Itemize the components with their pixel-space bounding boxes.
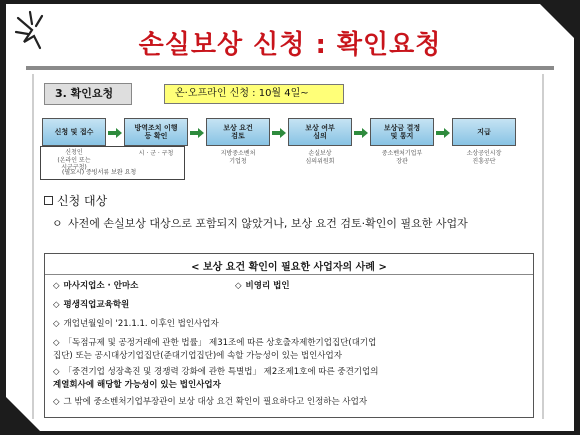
target-description-text: 사전에 손실보상 대상으로 포함되지 않았거나, 보상 요건 검토·확인이 필요한 사업자: [68, 217, 468, 230]
case-box: [44, 253, 534, 418]
case-item: [53, 366, 529, 392]
case-item: [53, 299, 129, 312]
case-box-title: < 보상 요건 확인이 필요한 사업자의 사례 >: [191, 262, 387, 273]
flow-step-verify: 방역조치 이행 등 확인: [124, 118, 188, 146]
flow-step-apply: 신청 및 접수: [42, 118, 106, 146]
section-heading: 3. 확인요청: [44, 83, 132, 105]
diamond-bullet: ◇: [53, 397, 60, 407]
flow-step-decision: 보상금 결정 및 통지: [370, 118, 434, 146]
flow-step-actor: 지방중소벤처 기업청: [220, 150, 256, 165]
diamond-bullet: ◇: [53, 281, 60, 291]
case-item-text: 마사지업소 · 안마소: [63, 281, 139, 291]
slide: [6, 4, 574, 431]
diamond-bullet: ◇: [53, 300, 60, 310]
flow-step-review: 보상 요건 검토: [206, 118, 270, 146]
case-item: [53, 280, 138, 293]
case-item-text: 계열회사에 해당할 가능성이 있는 법인사업자: [53, 380, 221, 390]
target-label-text: 신청 대상: [57, 194, 108, 208]
case-item-text: 집단) 또는 공시대상기업집단(준대기업집단)에 속할 가능성이 있는 법인사업자: [53, 351, 342, 361]
flow-step-actor: 손실보상 심의위원회: [305, 150, 335, 165]
arrow-right-icon: [354, 128, 368, 138]
application-period: 온·오프라인 신청 : 10월 4일~: [164, 84, 344, 104]
case-item-text: 개업년월일이 '21.1.1. 이후인 법인사업자: [63, 319, 219, 329]
flow-step-actor: 소상공인시장 진흥공단: [466, 150, 502, 165]
diamond-bullet: ◇: [235, 281, 242, 291]
flow-step-actor: 신청인 (온라인 또는 시군구청): [57, 149, 91, 171]
case-item: [53, 396, 529, 409]
diamond-bullet: ◇: [53, 319, 60, 329]
case-item-text: 그 밖에 중소벤처기업부장관이 보상 대상 요건 확인이 필요하다고 인정하는 사업자: [63, 397, 368, 407]
checkbox-square-icon: [44, 196, 53, 205]
document-panel: [32, 74, 544, 419]
diamond-bullet: ◇: [53, 367, 60, 377]
target-description: [52, 214, 508, 233]
arrow-right-icon: [272, 128, 286, 138]
case-item-text: 「중견기업 성장촉진 및 경쟁력 강화에 관한 특별법」 제2조제1호에 따른 중견기업의: [63, 367, 379, 377]
flow-step-actor: 시 · 군 · 구청: [138, 150, 174, 157]
arrow-right-icon: [190, 128, 204, 138]
case-item: [53, 318, 219, 331]
arrow-right-icon: [436, 128, 450, 138]
flow-step-actor: 중소벤처기업부 장관: [381, 150, 423, 165]
divider: [45, 274, 533, 275]
case-item-text: 평생직업교육학원: [63, 300, 130, 310]
diamond-bullet: ◇: [53, 338, 60, 348]
title-divider: [26, 66, 554, 70]
flow-step-payment: 지급: [452, 118, 516, 146]
case-item: [53, 337, 529, 363]
case-item-text: 비영리 법인: [245, 281, 290, 291]
case-item: [235, 280, 290, 293]
bullet-marker: ㅇ: [52, 217, 63, 230]
case-item-text: 「독점규제 및 공정거래에 관한 법률」 제31조에 따른 상호출자제한기업집단(대기업: [63, 338, 377, 348]
flow-note: (필요시) 증빙서류 보완 요청: [62, 169, 137, 176]
page-title: 손실보상 신청 : 확인요청: [138, 30, 442, 60]
target-heading: [44, 192, 107, 209]
arrow-right-icon: [108, 128, 122, 138]
flow-step-deliberation: 보상 여부 심의: [288, 118, 352, 146]
